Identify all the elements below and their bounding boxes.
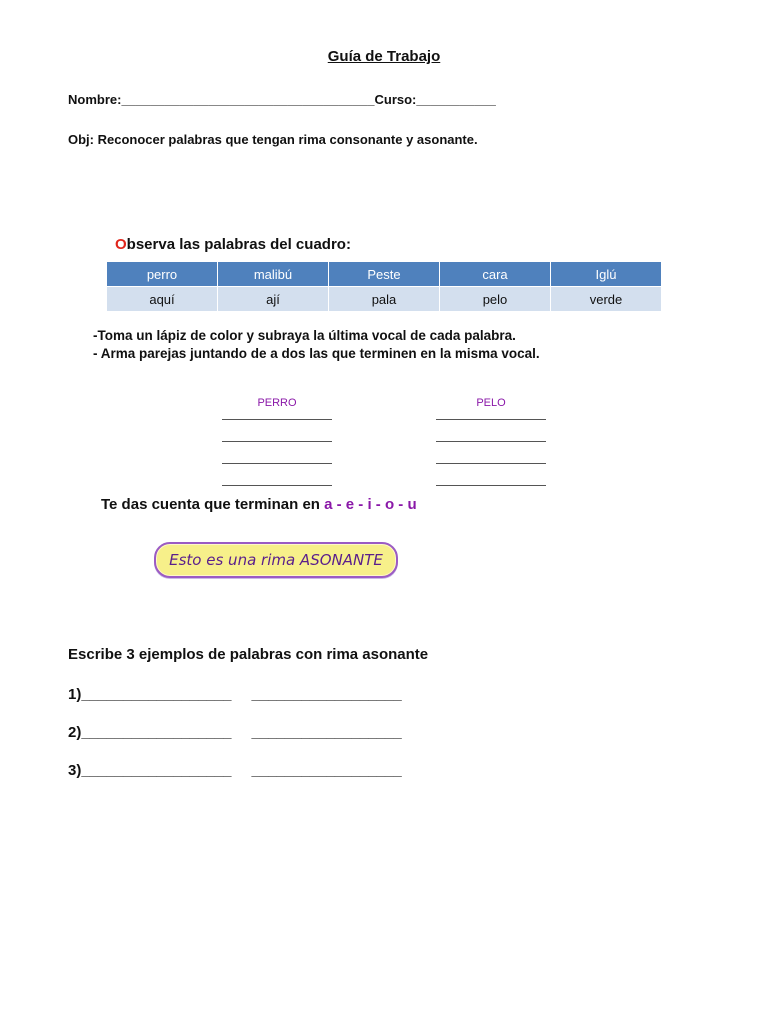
blank-line — [436, 441, 546, 442]
table-cell: pelo — [440, 287, 551, 312]
te-das-cuenta-line — [101, 496, 417, 513]
blank-line — [222, 441, 332, 442]
rima-asonante-banner — [154, 542, 398, 578]
pair-column-head-left: PERRO — [257, 397, 297, 409]
observa-heading — [115, 236, 351, 253]
pair-column-head-right: PELO — [476, 397, 506, 409]
blank-line — [222, 485, 332, 486]
observa-rest: bserva las palabras del cuadro: — [126, 236, 351, 253]
page-title: Guía de Trabajo — [327, 48, 441, 65]
observa-first-letter: O — [115, 236, 127, 253]
table-cell: verde — [551, 287, 662, 312]
blank-line — [222, 419, 332, 420]
answer-label: 3)__________________ — [68, 762, 232, 779]
escribe-heading: Escribe 3 ejemplos de palabras con rima asonante — [68, 646, 429, 663]
objective-text: Obj: Reconocer palabras que tengan rima consonante y asonante. — [68, 132, 478, 147]
table-row — [107, 262, 662, 287]
name-course-line: Nombre:___________________________________Curso:___________ — [68, 92, 496, 107]
answer-row-2 — [68, 724, 402, 741]
words-table — [106, 261, 662, 312]
answer-label: 1)__________________ — [68, 686, 232, 703]
table-cell: ají — [218, 287, 329, 312]
blank-line — [436, 463, 546, 464]
answer-blank: __________________ — [251, 686, 402, 703]
blank-line — [222, 463, 332, 464]
blank-line — [436, 419, 546, 420]
vowels-list: a - e - i - o - u — [324, 496, 417, 513]
te-das-text: Te das cuenta que terminan en — [101, 496, 325, 513]
answer-row-3 — [68, 762, 402, 779]
answer-blank: __________________ — [251, 762, 402, 779]
table-cell: cara — [440, 262, 551, 287]
table-cell: Iglú — [551, 262, 662, 287]
table-cell: aquí — [107, 287, 218, 312]
table-cell: Peste — [329, 262, 440, 287]
table-cell: perro — [107, 262, 218, 287]
answer-blank: __________________ — [251, 724, 402, 741]
banner-text: Esto es una rima ASONANTE — [169, 551, 383, 569]
instruction-line-2: - Arma parejas juntando de a dos las que terminen en la misma vocal. — [93, 346, 540, 361]
answer-label: 2)__________________ — [68, 724, 232, 741]
answer-row-1 — [68, 686, 402, 703]
table-cell: pala — [329, 287, 440, 312]
blank-line — [436, 485, 546, 486]
table-row — [107, 287, 662, 312]
instruction-line-1: -Toma un lápiz de color y subraya la última vocal de cada palabra. — [93, 328, 516, 343]
table-cell: malibú — [218, 262, 329, 287]
